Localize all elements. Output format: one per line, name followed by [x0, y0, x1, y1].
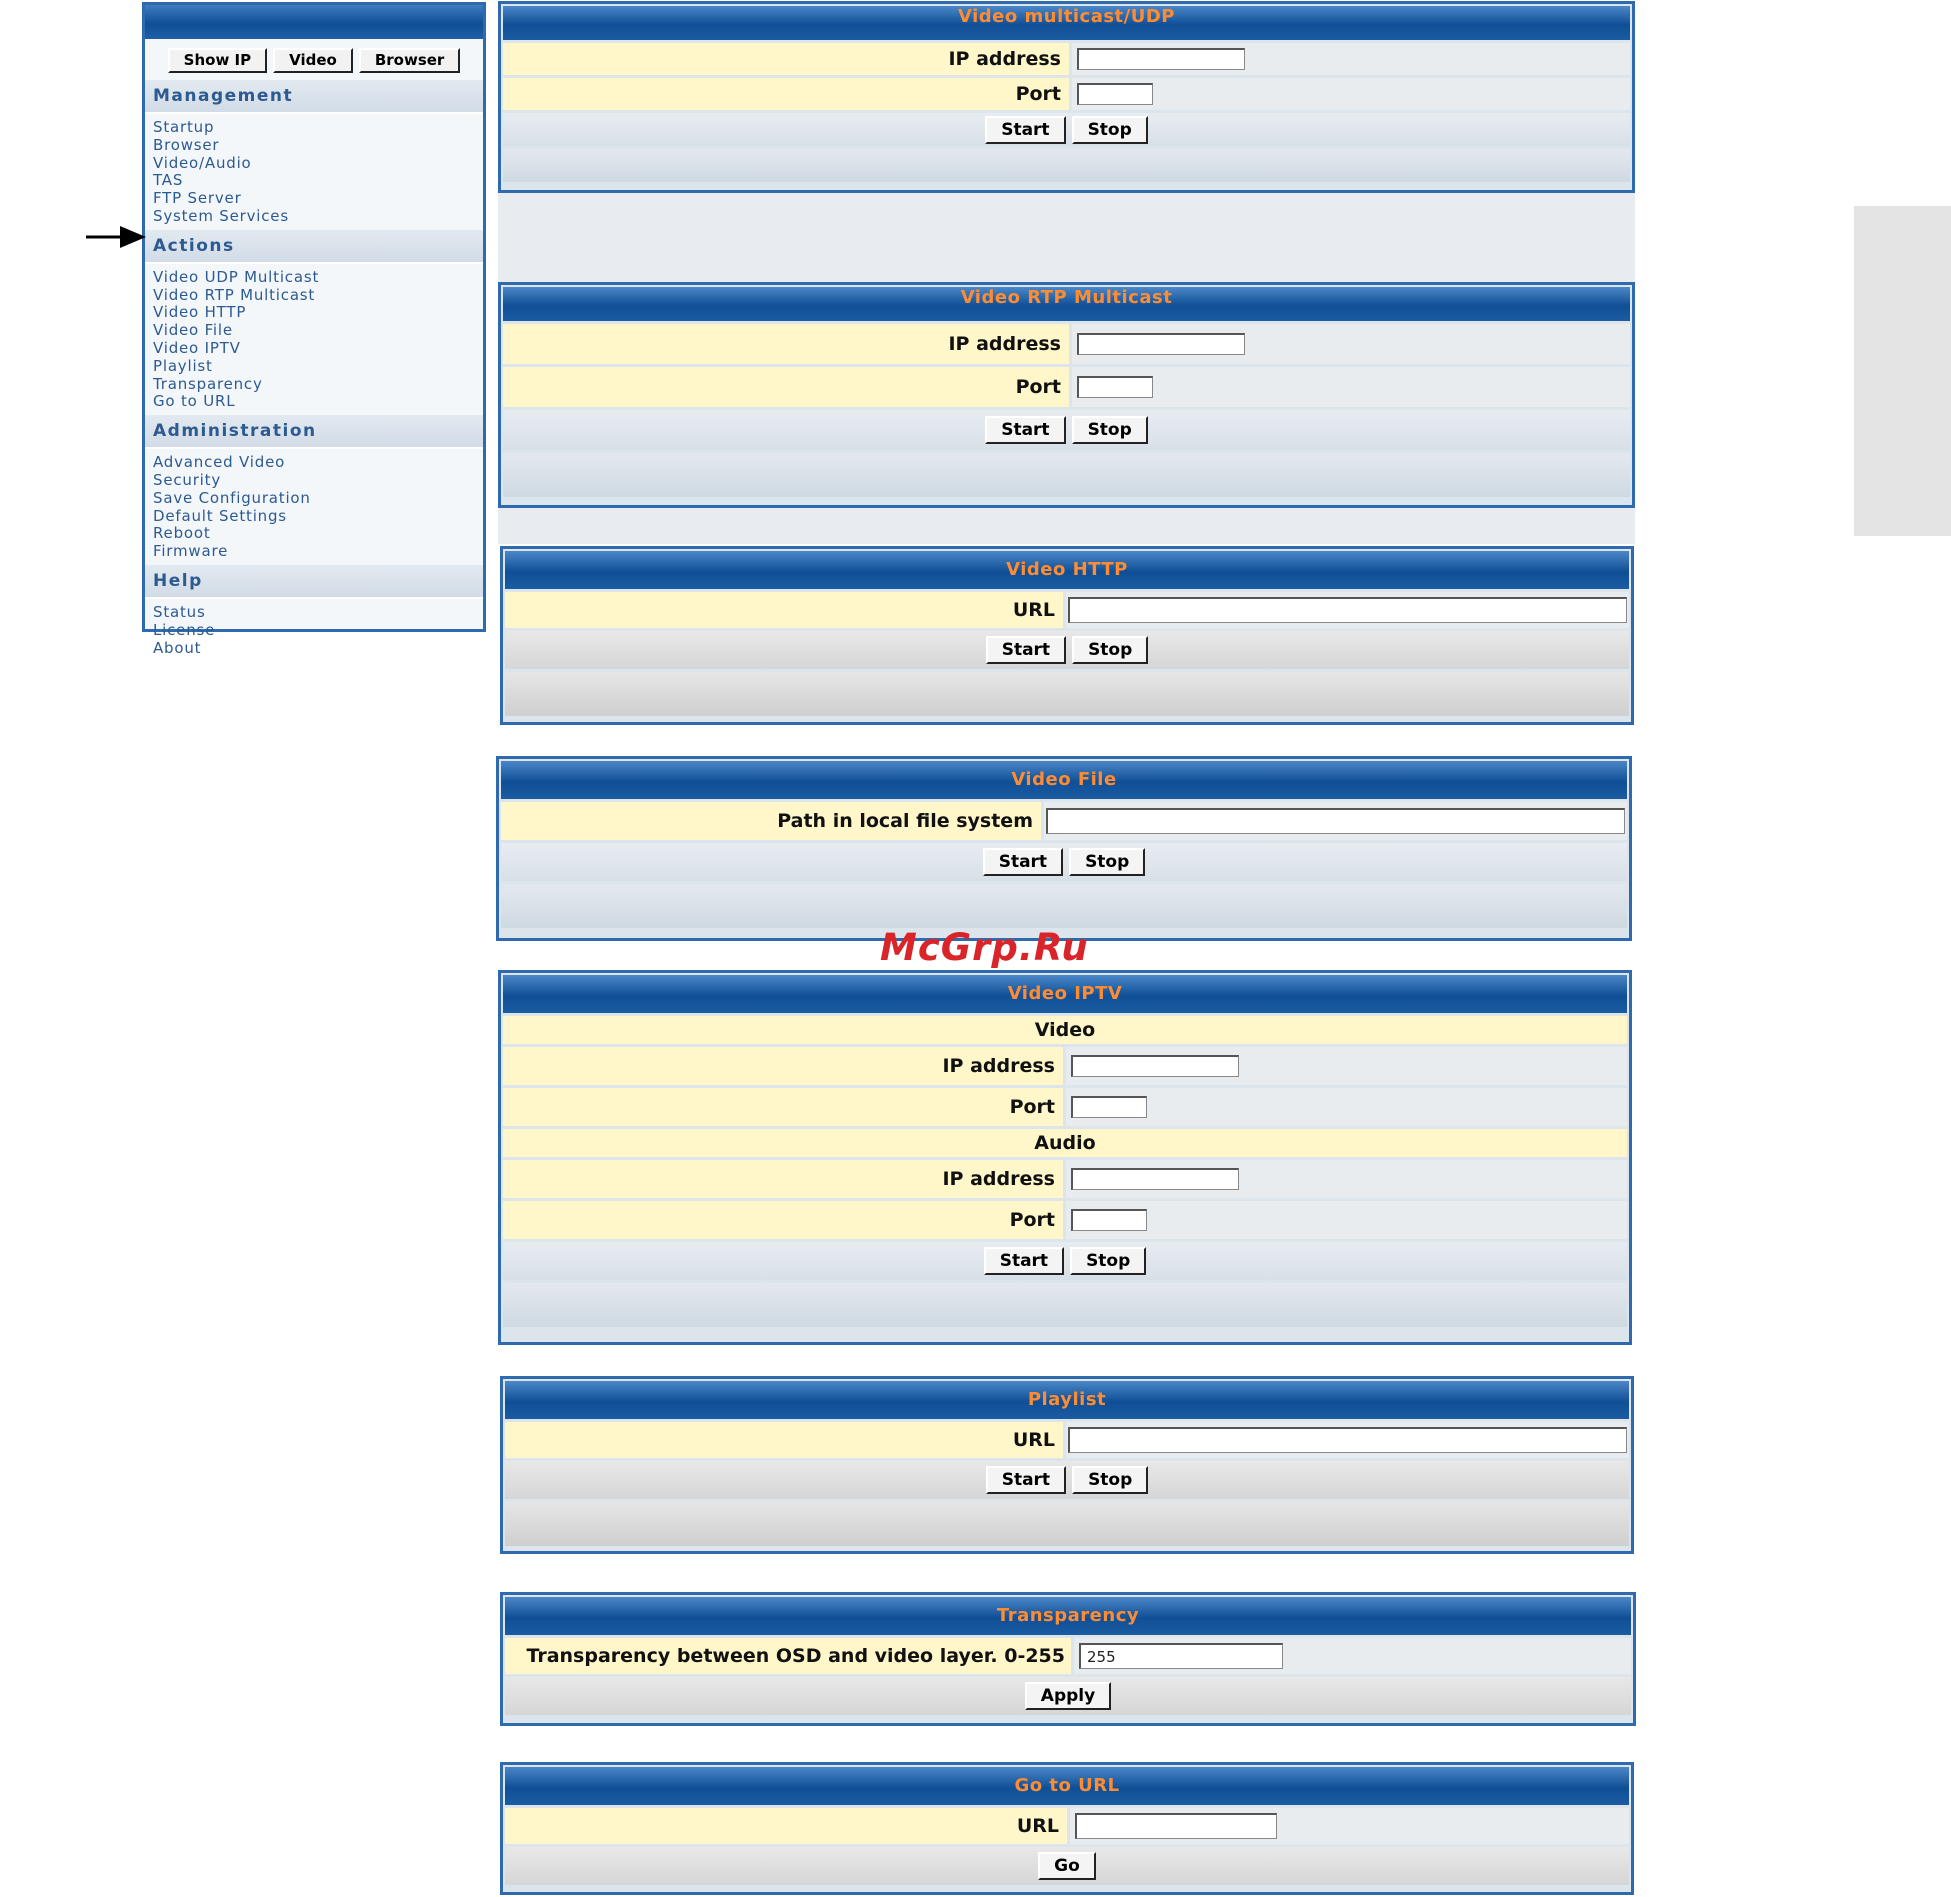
panel-title: Transparency — [505, 1597, 1631, 1635]
panel-status-area — [505, 672, 1629, 716]
udp-stop-button[interactable]: Stop — [1072, 116, 1148, 144]
sidebar-item-tas[interactable]: TAS — [153, 171, 184, 190]
sidebar-item-startup[interactable]: Startup — [153, 118, 215, 136]
panel-title: Video RTP Multicast — [503, 287, 1630, 321]
ip-address-label: IP address — [503, 1160, 1063, 1198]
actions-list — [145, 264, 483, 415]
http-url-input[interactable] — [1068, 597, 1627, 623]
video-button[interactable]: Video — [273, 48, 353, 73]
sidebar — [142, 2, 486, 657]
panel-video-iptv — [498, 970, 1632, 1345]
sidebar-item-video-http[interactable]: Video HTTP — [153, 303, 247, 322]
iptv-stop-button[interactable]: Stop — [1070, 1247, 1146, 1275]
sidebar-item-video-file[interactable]: Video File — [153, 321, 233, 340]
sidebar-item-reboot[interactable]: Reboot — [153, 524, 211, 543]
file-path-input[interactable] — [1046, 808, 1625, 834]
go-button[interactable]: Go — [1038, 1852, 1096, 1880]
sidebar-item-status[interactable]: Status — [153, 602, 206, 621]
sidebar-item-ftp-server[interactable]: FTP Server — [153, 189, 242, 208]
panel-status-area — [503, 1283, 1627, 1327]
help-list — [145, 599, 483, 661]
port-label: Port — [503, 78, 1069, 110]
panel-video-file — [496, 756, 1632, 941]
sidebar-item-video-udp-multicast[interactable]: Video UDP Multicast — [153, 267, 320, 286]
sidebar-item-save-configuration[interactable]: Save Configuration — [153, 488, 311, 507]
sidebar-item-system-services[interactable]: System Services — [153, 206, 289, 225]
ip-address-label: IP address — [503, 1047, 1063, 1085]
http-start-button[interactable]: Start — [986, 636, 1066, 664]
panel-video-multicast-udp — [498, 1, 1635, 193]
section-administration: Administration — [145, 415, 483, 449]
management-list — [145, 114, 483, 230]
iptv-start-button[interactable]: Start — [984, 1247, 1064, 1275]
audio-section-label: Audio — [503, 1129, 1627, 1157]
sidebar-item-video-rtp-multicast[interactable]: Video RTP Multicast — [153, 285, 316, 304]
panel-title: Video File — [501, 761, 1627, 799]
sidebar-header-bar — [145, 5, 483, 39]
file-stop-button[interactable]: Stop — [1069, 848, 1145, 876]
panel-video-http — [500, 546, 1634, 725]
url-label: URL — [505, 1808, 1067, 1844]
panel-title: Playlist — [505, 1381, 1629, 1419]
ip-address-label: IP address — [503, 43, 1069, 75]
goto-url-input[interactable] — [1075, 1813, 1277, 1839]
file-start-button[interactable]: Start — [983, 848, 1063, 876]
playlist-start-button[interactable]: Start — [986, 1466, 1066, 1494]
udp-port-input[interactable] — [1077, 83, 1153, 105]
path-label: Path in local file system — [501, 802, 1041, 840]
port-label: Port — [503, 1201, 1063, 1239]
panel-status-area — [505, 1502, 1629, 1546]
transparency-input[interactable] — [1079, 1643, 1283, 1669]
side-gray-block — [1854, 206, 1951, 536]
port-label: Port — [503, 367, 1069, 407]
section-management: Management — [145, 80, 483, 114]
sidebar-item-firmware[interactable]: Firmware — [153, 542, 229, 561]
udp-ip-address-input[interactable] — [1077, 48, 1245, 70]
sidebar-item-video-audio[interactable]: Video/Audio — [153, 153, 252, 172]
apply-button[interactable]: Apply — [1025, 1682, 1111, 1710]
panel-title: Go to URL — [505, 1767, 1629, 1805]
url-label: URL — [505, 592, 1063, 628]
udp-start-button[interactable]: Start — [985, 116, 1065, 144]
rtp-port-input[interactable] — [1077, 376, 1153, 398]
sidebar-item-video-iptv[interactable]: Video IPTV — [153, 338, 241, 357]
sidebar-item-advanced-video[interactable]: Advanced Video — [153, 453, 286, 472]
panel-status-area — [503, 453, 1630, 497]
rtp-stop-button[interactable]: Stop — [1072, 416, 1148, 444]
section-actions: Actions — [145, 230, 483, 264]
port-label: Port — [503, 1088, 1063, 1126]
video-section-label: Video — [503, 1016, 1627, 1044]
ip-address-label: IP address — [503, 324, 1069, 364]
panel-playlist — [500, 1376, 1634, 1554]
url-label: URL — [505, 1422, 1063, 1458]
iptv-audio-ip-input[interactable] — [1071, 1168, 1239, 1190]
arrow-right-icon — [86, 224, 146, 250]
administration-list — [145, 449, 483, 565]
watermark-text: McGrp.Ru — [880, 926, 1089, 969]
panel-video-rtp-multicast — [498, 282, 1635, 508]
playlist-url-input[interactable] — [1068, 1427, 1627, 1453]
panel-go-to-url — [500, 1762, 1634, 1895]
sidebar-item-about[interactable]: About — [153, 638, 202, 657]
panel-transparency — [500, 1592, 1636, 1726]
panel-title: Video multicast/UDP — [503, 6, 1630, 40]
sidebar-item-go-to-url[interactable]: Go to URL — [153, 392, 236, 411]
sidebar-item-security[interactable]: Security — [153, 470, 221, 489]
section-help: Help — [145, 565, 483, 599]
panel-title: Video HTTP — [505, 551, 1629, 589]
sidebar-item-default-settings[interactable]: Default Settings — [153, 506, 287, 525]
transparency-label: Transparency between OSD and video layer. 0-255 — [505, 1638, 1071, 1674]
panel-status-area — [501, 884, 1627, 928]
rtp-ip-address-input[interactable] — [1077, 333, 1245, 355]
http-stop-button[interactable]: Stop — [1072, 636, 1148, 664]
iptv-video-port-input[interactable] — [1071, 1096, 1147, 1118]
show-ip-button[interactable]: Show IP — [168, 48, 267, 73]
iptv-video-ip-input[interactable] — [1071, 1055, 1239, 1077]
sidebar-item-transparency[interactable]: Transparency — [153, 374, 263, 393]
sidebar-item-browser[interactable]: Browser — [153, 135, 220, 154]
browser-button[interactable]: Browser — [359, 48, 461, 73]
sidebar-item-playlist[interactable]: Playlist — [153, 356, 213, 375]
panel-status-area — [503, 149, 1630, 182]
panel-title: Video IPTV — [503, 975, 1627, 1013]
sidebar-buttons — [145, 39, 483, 80]
sidebar-item-license[interactable]: License — [153, 620, 216, 639]
playlist-stop-button[interactable]: Stop — [1072, 1466, 1148, 1494]
rtp-start-button[interactable]: Start — [985, 416, 1065, 444]
iptv-audio-port-input[interactable] — [1071, 1209, 1147, 1231]
